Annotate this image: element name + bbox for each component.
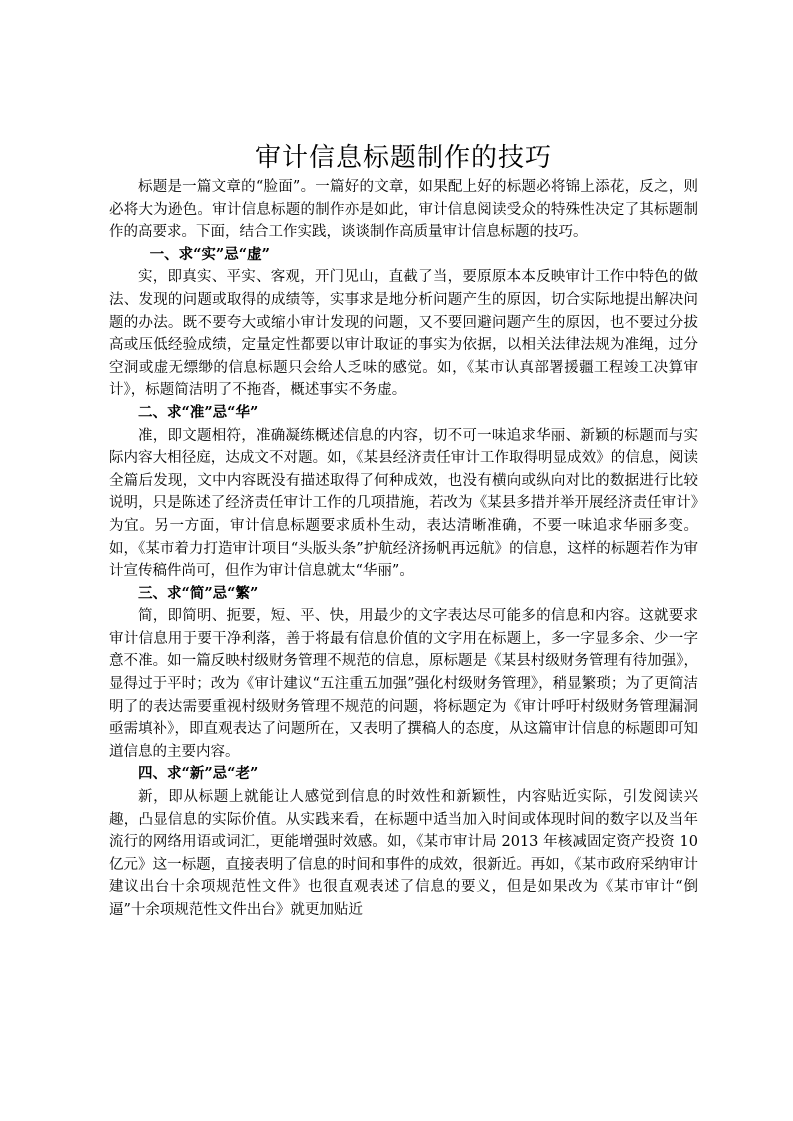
section-body-2: 准，即文题相符，准确凝练概述信息的内容，切不可一味追求华丽、新颖的标题而与实际内容大相径庭，达成文不对题。如，《某县经济责任审计工作取得明显成效》的信息，阅读全篇后发现，文中内容既没有描述取得了何种成效，也没有横向或纵向对比的数据进行比较说明，只是陈述了经济责任审计工作的几项措施，若改为《某县多措并举开展经济责任审计》为宜。另一方面，审计信息标题要求质朴生动，表达清晰准确，不要一味追求华丽多变。如，《某市着力打造审计项目“头版头条”护航经济扬帆再远航》的信息，这样的标题若作为审计宣传稿件尚可，但作为审计信息就太“华丽”。 [109,427,698,580]
section-heading-3: 三、求“简”忌“繁” [138,584,259,602]
section-body-4: 新，即从标题上就能让人感觉到信息的时效性和新颖性，内容贴近实际，引发阅读兴趣，凸显信息的实际价值。从实践来看，在标题中适当加入时间或体现时间的数字以及当年流行的网络用语或词汇，更能增强时效感。如，《某市审计局 2013 年核减固定资产投资 10 亿元》这一标题，直接表明了信息的时间和事件的成效，很新近。再如，《某市政府采纳审计建议出台十余项规范性文件》也很直观表述了信息的要义，但是如果改为《某市审计“倒逼”十余项规范性文件出台》就更加贴近 [109,789,698,918]
document-title: 审计信息标题制作的技巧 [254,143,552,173]
section-heading-1: 一、求“实”忌“虚” [149,245,270,263]
section-heading-2: 二、求“准”忌“华” [138,403,259,421]
intro-paragraph: 标题是一篇文章的“脸面”。一篇好的文章，如果配上好的标题必将锦上添花，反之，则必将大为逊色。审计信息标题的制作亦是如此，审计信息阅读受众的特殊性决定了其标题制作的高要求。下面，结合工作实践，谈谈制作高质量审计信息标题的技巧。 [109,179,698,241]
section-body-3: 简，即简明、扼要，短、平、快，用最少的文字表达尽可能多的信息和内容。这就要求审计信息用于要干净利落，善于将最有信息价值的文字用在标题上，多一字显多余、少一字意不准。如一篇反映村级财务管理不规范的信息，原标题是《某县村级财务管理有待加强》，显得过于平时；改为《审计建议“五注重五加强”强化村级财务管理》，稍显繁琐；为了更简洁明了的表达需要重视村级财务管理不规范的问题，将标题定为《审计呼吁村级财务管理漏洞亟需填补》，即直观表达了问题所在，又表明了撰稿人的态度，从这篇审计信息的标题即可知道信息的主要内容。 [109,608,698,760]
section-body-1: 实，即真实、平实、客观，开门见山，直截了当，要原原本本反映审计工作中特色的做法、发现的问题或取得的成绩等，实事求是地分析问题产生的原因，切合实际地提出解决问题的办法。既不要夸大或缩小审计发现的问题，又不要回避问题产生的原因，也不要过分拔高或压低经验成绩，定量定性都要以审计取证的事实为依据，以相关法律法规为准绳，过分空洞或虚无缥缈的信息标题只会给人乏味的感觉。如，《某市认真部署援疆工程竣工决算审计》，标题简洁明了不拖沓，概述事实不务虚。 [109,269,698,399]
section-heading-4: 四、求“新”忌“老” [138,765,259,783]
document-page [109,140,698,922]
